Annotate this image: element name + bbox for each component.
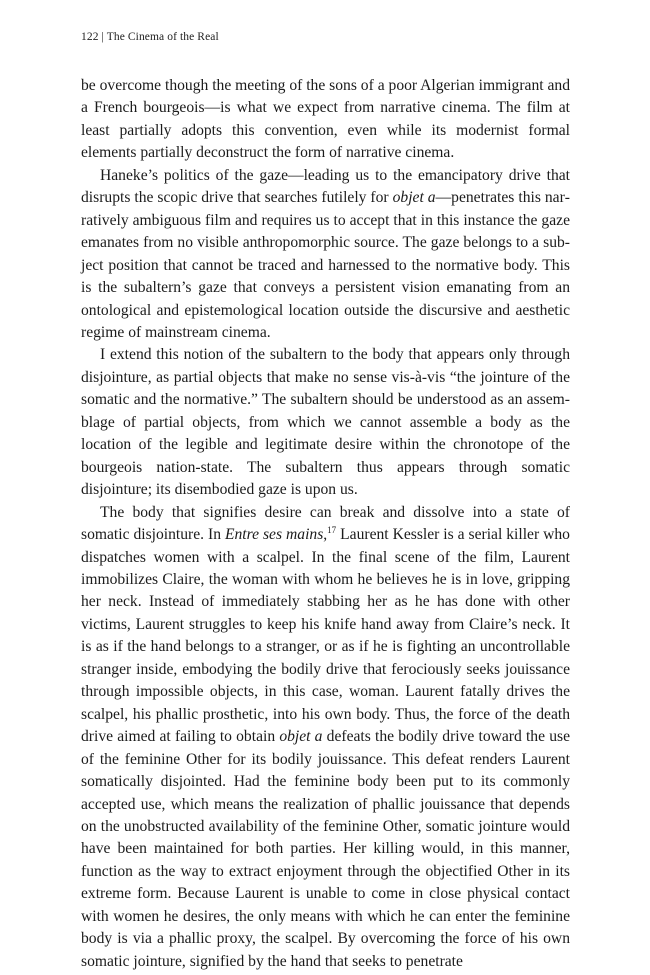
text-run: ,: [323, 526, 328, 544]
paragraph: [81, 502, 570, 974]
italic-text: Entre ses mains: [224, 526, 324, 544]
running-head: [81, 31, 219, 43]
text-run: The body that signifies desire can break and dissolve into a state of somatic disjointure. In: [81, 503, 570, 544]
italic-text: objet a: [279, 728, 323, 746]
text-run: Laurent Kessler is a serial killer who dispatches women with a scalpel. In the final scene of the film, Laurent immobilizes Claire, the woman with whom he believes he is in love, gripping her neck. Instead of immediately stabbing her as he has done with other victims, Laurent struggles to keep his knife hand away from Claire’s neck. It is as if the hand belongs to a stranger, or as if he is fighting an uncontrollable stranger inside, embodying the bodily drive that ferociously seeks jouissance through impossible objects, in this case, woman. Laurent fatally drives the scalpel, his phallic prosthetic, into his own body. Thus, the force of the death drive aimed at failing to obtain: [81, 526, 570, 746]
text-run: be overcome though the meeting of the sons of a poor Algerian immigrant and a French bourgeois—is what we expect from narrative cinema. The film at least partially adopts this convention, even while its modernist formal elements partially deconstruct the form of narrative cinema.: [81, 77, 570, 162]
paragraph: [81, 344, 570, 501]
text-run: —penetrates this narratively ambiguous film and requires us to accept that in this instance the gaze emanates from no visible anthropomorphic source. The gaze belongs to a subject position that cannot be traced and harnessed to the normative body. This is the subaltern’s gaze that conveys a persistent vision emanating from an ontological and epistemological location outside the discursive and aesthetic regime of mainstream cinema.: [81, 189, 570, 341]
body-text: [81, 75, 570, 973]
text-run: defeats the bodily drive toward the use of the feminine Other for its bodily jouissance. This defeat renders Laurent somatically disjointed. Had the feminine body been put to its commonly accepted use, which means the realization of phallic jouissance that depends on the unobstructed availability of the feminine Other, somatic jointure would have been maintained for both parties. Her killing would, in this manner, function as the way to extract enjoyment through the objectified Other in its extreme form. Because Laurent is unable to come in close physical contact with women he desires, the only means with which he can enter the feminine body is via a phallic proxy, the scalpel. By overcoming the force of his own somatic jointure, signified by the hand that seeks to penetrate: [81, 728, 570, 970]
running-head-separator: |: [98, 31, 107, 43]
text-run: I extend this notion of the subaltern to the body that appears only through disjointure, as partial objects that make no sense vis-à-vis “the jointure of the somatic and the normative.” The subaltern should be understood as an assemblage of partial objects, from which we cannot assemble a body as the location of the legible and legitimate desire within the chronotope of the bourgeois nation-state. The subaltern thus appears through somatic disjointure; its disembodied gaze is upon us.: [81, 346, 570, 499]
paragraph: [81, 75, 570, 165]
page-number: 122: [81, 31, 99, 43]
text-run: Haneke’s politics of the gaze—leading us to the emancipatory drive that disrupts the scopic drive that searches futilely for: [81, 166, 570, 207]
italic-text: objet a: [392, 189, 436, 207]
book-title: The Cinema of the Real: [106, 31, 219, 43]
paragraph: [81, 165, 570, 345]
footnote-marker: 17: [327, 525, 337, 536]
